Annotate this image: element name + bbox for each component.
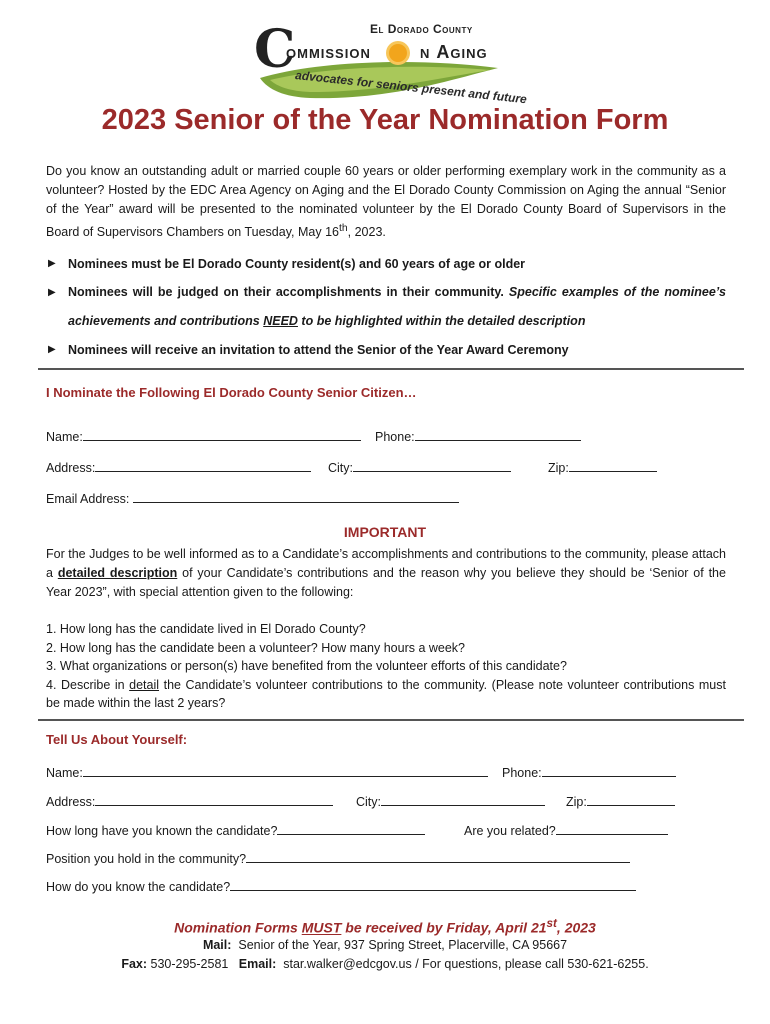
eligibility-list — [46, 250, 726, 364]
logo-sun-icon — [389, 44, 407, 62]
known-duration-field[interactable]: How long have you known the candidate? — [46, 821, 425, 838]
candidate-questions-list — [46, 620, 726, 713]
logo-commission-text: ommission — [286, 42, 371, 62]
commission-on-aging-logo — [250, 18, 528, 107]
logo-big-c: C — [254, 19, 296, 80]
nominee-address-field[interactable]: Address: — [46, 458, 311, 475]
community-position-field[interactable]: Position you hold in the community? — [46, 849, 630, 866]
nominator-address-field[interactable]: Address: — [46, 792, 333, 809]
nominee-email-field[interactable]: Email Address: — [46, 489, 459, 506]
related-field[interactable]: Are you related? — [464, 821, 668, 838]
nominee-name-field[interactable]: Name: — [46, 427, 361, 444]
nominator-city-field[interactable]: City: — [356, 792, 545, 809]
arrow-right-icon: ▶ — [48, 344, 56, 355]
logo-aging-text: n Aging — [420, 42, 488, 62]
nominator-name-field[interactable]: Name: — [46, 763, 488, 780]
how-know-field[interactable]: How do you know the candidate? — [46, 877, 636, 894]
section-divider — [38, 719, 744, 721]
list-item: ▶ Nominees must be El Dorado County resident(s) and 60 years of age or older — [46, 250, 726, 278]
nominator-zip-field[interactable]: Zip: — [566, 792, 675, 809]
list-item: ▶ Nominees will be judged on their accomplishments in their community. Specific examples of the nominee’s achievements and contributions NEED to be highlighted within the detailed description — [46, 278, 726, 336]
arrow-right-icon: ▶ — [48, 258, 56, 269]
fax-email-line: Fax: 530-295-2581 Email: star.walker@edcgov.us / For questions, please call 530-621-6255. — [121, 957, 649, 971]
contact-email-link[interactable]: star.walker@edcgov.us / For questions, please call 530-621-6255. — [283, 957, 649, 971]
list-item: 3. What organizations or person(s) have benefited from the volunteer efforts of this candidate? — [46, 659, 567, 673]
important-heading: IMPORTANT — [343, 524, 427, 540]
logo-tagline: advocates for seniors present and future — [294, 68, 528, 107]
intro-paragraph: Do you know an outstanding adult or married couple 60 years or older performing exemplary work in the community as a volunteer? Hosted by the EDC Area Agency on Aging and the El Dorado County Commission on Aging the annual “Senior of the Year” award will be presented to the nominated volunteer by the El Dorado County Board of Supervisors in the Board of Supervisors Chambers on Tuesday, May 16th, 2023. — [46, 164, 726, 240]
arrow-right-icon: ▶ — [48, 287, 56, 298]
nominee-zip-field[interactable]: Zip: — [548, 458, 657, 475]
nominee-city-field[interactable]: City: — [328, 458, 511, 475]
nominator-phone-field[interactable]: Phone: — [502, 763, 676, 780]
mail-address-line: Mail: Senior of the Year, 937 Spring Street, Placerville, CA 95667 — [202, 938, 568, 952]
page-title: 2023 Senior of the Year Nomination Form — [101, 104, 669, 136]
list-item: 2. How long has the candidate been a volunteer? How many hours a week? — [46, 640, 466, 655]
section-divider — [38, 368, 744, 370]
list-item: 1. How long has the candidate lived in El Dorado County? — [46, 622, 366, 636]
nominee-phone-field[interactable]: Phone: — [375, 427, 581, 444]
nominee-section-heading: I Nominate the Following El Dorado County Senior Citizen… — [46, 385, 417, 400]
list-item: 4. Describe in detail the Candidate’s volunteer contributions to the community. (Please note volunteer contributions must be made within the last 2 years? — [46, 677, 726, 710]
deadline-notice: Nomination Forms MUST be received by Friday, April 21st, 2023 — [174, 917, 596, 936]
about-section-heading: Tell Us About Yourself: — [46, 732, 188, 747]
judges-paragraph: For the Judges to be well informed as to a Candidate’s accomplishments and contributions to the community, please attach a detailed description of your Candidate’s contributions and the reason why you believe they should be ‘Senior of the Year 2023”, with special attention given to the following: — [46, 547, 726, 599]
list-item: ▶ Nominees will receive an invitation to attend the Senior of the Year Award Ceremony — [46, 336, 726, 364]
logo-county-text: El Dorado County — [370, 22, 473, 36]
